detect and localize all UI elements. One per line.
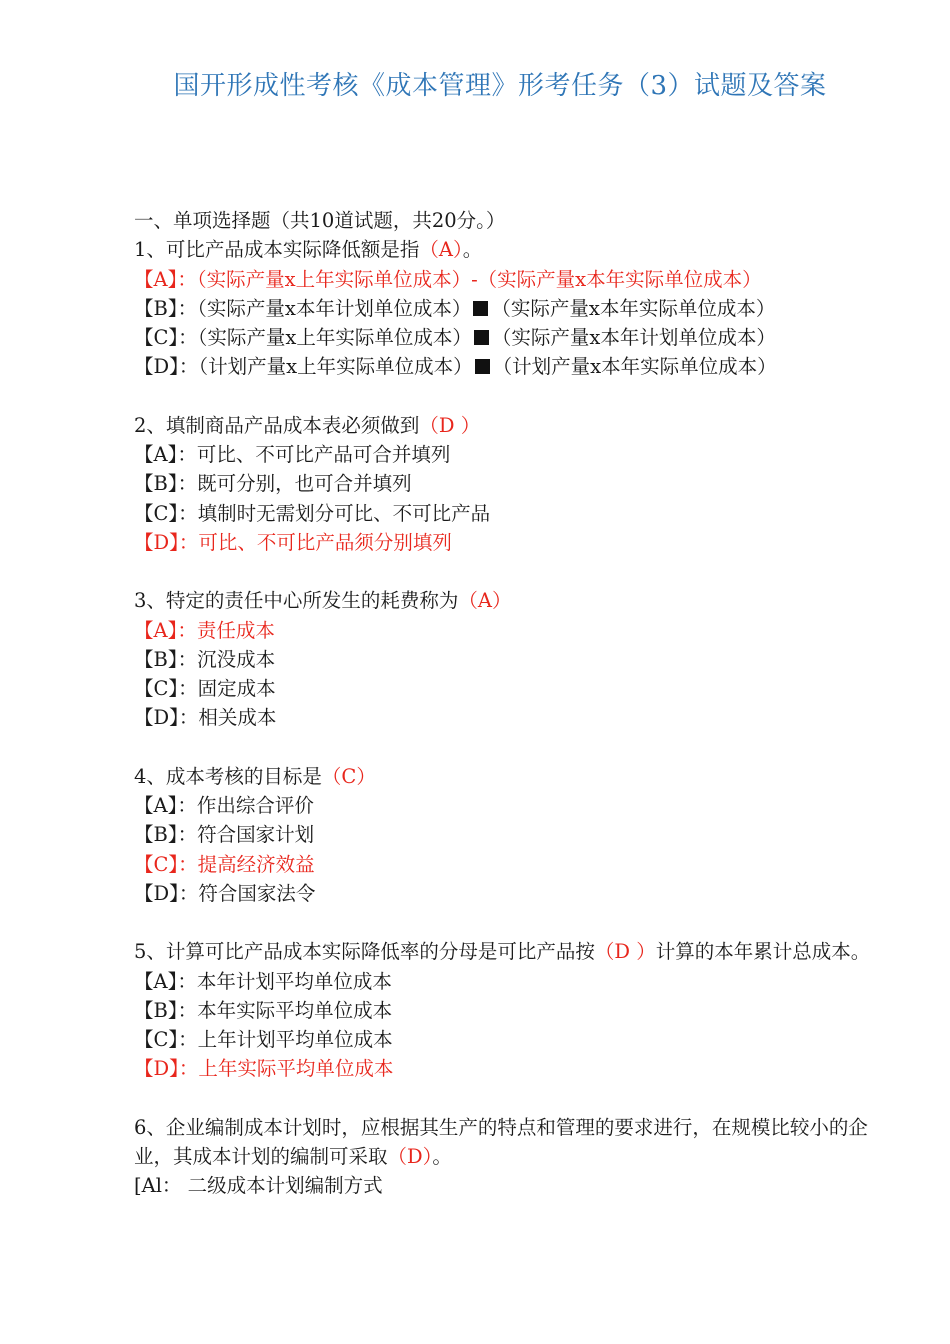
spacer (134, 382, 879, 411)
question-2-option-d-correct: 【D】：可比、不可比产品须分别填列 (134, 530, 452, 554)
question-4-option-d: 【D】：符合国家法令 (134, 881, 316, 905)
option-text-part2: （实际产量x本年实际单位成本） (491, 296, 776, 320)
spacer (134, 733, 879, 762)
question-answer: （C） (321, 764, 376, 788)
question-1-stem (134, 235, 879, 264)
question-answer: （D） (387, 1145, 433, 1169)
question-6-option-a: [Al： 二级成本计划编制方式 (134, 1174, 383, 1198)
option-text-part2: （实际产量x本年计划单位成本） (491, 326, 776, 350)
question-1-option-a-correct: 【A】：（实际产量x上年实际单位成本）-（实际产量x本年实际单位成本） (134, 267, 762, 291)
question-3-stem (134, 586, 879, 615)
question-4-option-b: 【B】：符合国家计划 (134, 823, 315, 847)
question-5-option-b: 【B】：本年实际平均单位成本 (134, 998, 393, 1022)
question-stem-tail: 。 (462, 238, 483, 262)
question-3-option-c: 【C】：固定成本 (134, 677, 276, 701)
question-5-option-c: 【C】：上年计划平均单位成本 (134, 1028, 393, 1052)
question-2-option-a: 【A】：可比、不可比产品可合并填列 (134, 443, 451, 467)
question-stem-text: 3、特定的责任中心所发生的耗费称为 (134, 589, 459, 613)
option-text-part2: （计划产量x本年实际单位成本） (492, 355, 777, 379)
question-stem-text: 6、企业编制成本计划时，应根据其生产的特点和管理的要求进行，在规模比较小的企业，其成本计划的编制可采取 (134, 1115, 868, 1169)
spacer (134, 1084, 879, 1113)
question-answer: （A） (419, 238, 463, 262)
question-stem-tail: 。 (432, 1145, 452, 1169)
question-4-stem (134, 762, 879, 791)
document-title: 国开形成性考核《成本管理》形考任务（3）试题及答案 (173, 71, 827, 101)
question-stem-text: 4、成本考核的目标是 (134, 764, 322, 788)
question-5-option-d-correct: 【D】：上年实际平均单位成本 (134, 1057, 394, 1081)
question-stem-tail: 计算的本年累计总成本。 (655, 940, 871, 964)
question-5-stem (134, 937, 879, 966)
option-text-part1: 【D】：（计划产量x上年实际单位成本） (134, 355, 473, 379)
option-text-part1: 【C】：（实际产量x上年实际单位成本） (134, 326, 472, 350)
question-2-stem (134, 411, 879, 440)
spacer (134, 908, 879, 937)
question-2-option-b: 【B】：既可分别，也可合并填列 (134, 472, 412, 496)
question-answer: （A） (458, 589, 512, 613)
question-3-option-b: 【B】：沉没成本 (134, 647, 276, 671)
question-5-option-a: 【A】：本年计划平均单位成本 (134, 969, 392, 993)
black-square-icon (475, 359, 490, 374)
question-list (134, 206, 879, 1201)
question-6-stem (134, 1113, 879, 1172)
question-1-option-c (134, 323, 879, 352)
black-square-icon (474, 330, 489, 345)
question-1-option-d (134, 352, 879, 381)
question-answer: （D ） (594, 940, 656, 964)
question-answer: （D ） (419, 413, 481, 437)
question-1-option-b (134, 294, 879, 323)
question-2-option-c: 【C】：填制时无需划分可比、不可比产品 (134, 501, 491, 525)
question-4-option-a: 【A】：作出综合评价 (134, 794, 314, 818)
question-3-option-d: 【D】：相关成本 (134, 706, 277, 730)
question-stem-text: 2、填制商品产品成本表必须做到 (134, 413, 420, 437)
section-header: 一、单项选择题（共10道试题，共20分。） (134, 209, 506, 232)
question-3-option-a-correct: 【A】：责任成本 (134, 618, 275, 642)
option-text-part1: 【B】：（实际产量x本年计划单位成本） (134, 296, 472, 320)
question-4-option-c-correct: 【C】：提高经济效益 (134, 852, 315, 876)
question-stem-text: 5、计算可比产品成本实际降低率的分母是可比产品按 (134, 940, 595, 964)
question-stem-text: 1、可比产品成本实际降低额是指 (134, 238, 420, 262)
spacer (134, 557, 879, 586)
black-square-icon (473, 301, 488, 316)
